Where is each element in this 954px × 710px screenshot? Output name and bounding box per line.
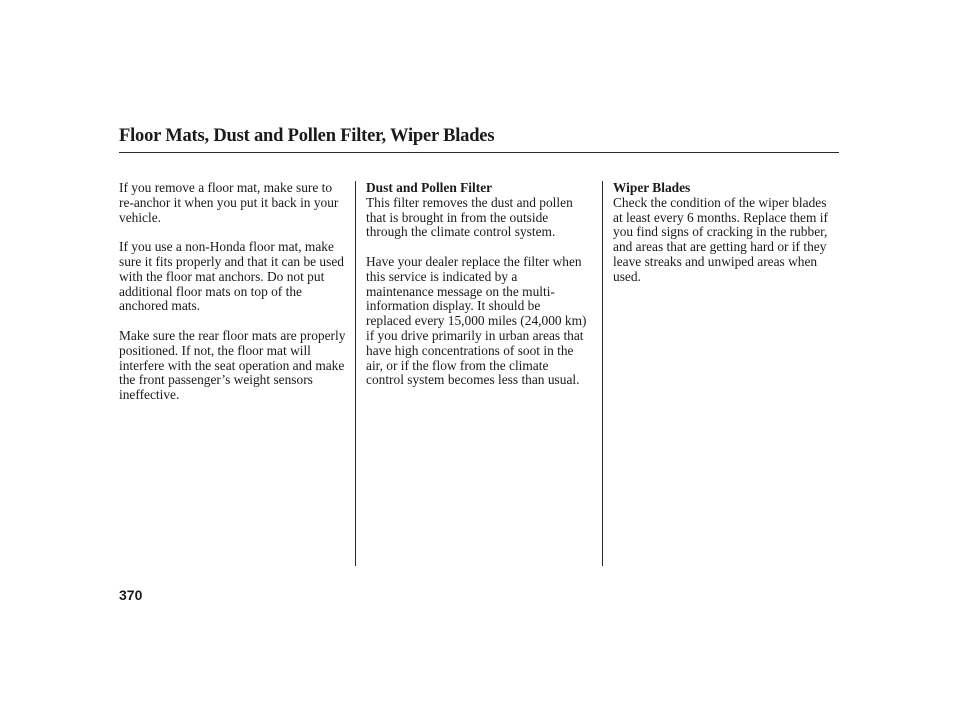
column-divider-2 — [602, 181, 603, 566]
page-number: 370 — [119, 587, 143, 603]
dust-pollen-filter-paragraph-2: Have your dealer replace the filter when this service is indicated by a maintenance message on the multi-information display. It should be replaced every 15,000 miles (24,000 km) if you drive primarily in urban areas that have high concentrations of soot in the air, or if the flow from the climate control system becomes less than usual. — [366, 253, 587, 388]
page-title: Floor Mats, Dust and Pollen Filter, Wiper Blades — [119, 126, 495, 146]
column-divider-1 — [355, 181, 356, 566]
wiper-blades-paragraph-1: Check the condition of the wiper blades at least every 6 months. Replace them if you find signs of cracking in the rubber, and areas that are getting hard or if they leave streaks and unwiped areas when used. — [613, 194, 828, 284]
column-floor-mats — [119, 181, 347, 418]
floor-mats-paragraph-2: If you use a non-Honda floor mat, make sure it fits properly and that it can be used with the floor mat anchors. Do not put additional floor mats on top of the anchored mats. — [119, 239, 344, 314]
wiper-blades-heading: Wiper Blades — [613, 180, 691, 195]
column-wiper-blades — [613, 181, 835, 299]
title-rule — [119, 152, 839, 153]
column-dust-pollen-filter — [366, 181, 588, 403]
floor-mats-paragraph-1: If you remove a floor mat, make sure to re-anchor it when you put it back in your vehicle. — [119, 180, 339, 225]
dust-pollen-filter-paragraph-1: This filter removes the dust and pollen that is brought in from the outside through the climate control system. — [366, 194, 573, 240]
dust-pollen-filter-heading: Dust and Pollen Filter — [366, 180, 493, 195]
floor-mats-paragraph-3: Make sure the rear floor mats are properly positioned. If not, the floor mat will interfere with the seat operation and make the front passenger’s weight sensors ineffective. — [119, 327, 346, 403]
